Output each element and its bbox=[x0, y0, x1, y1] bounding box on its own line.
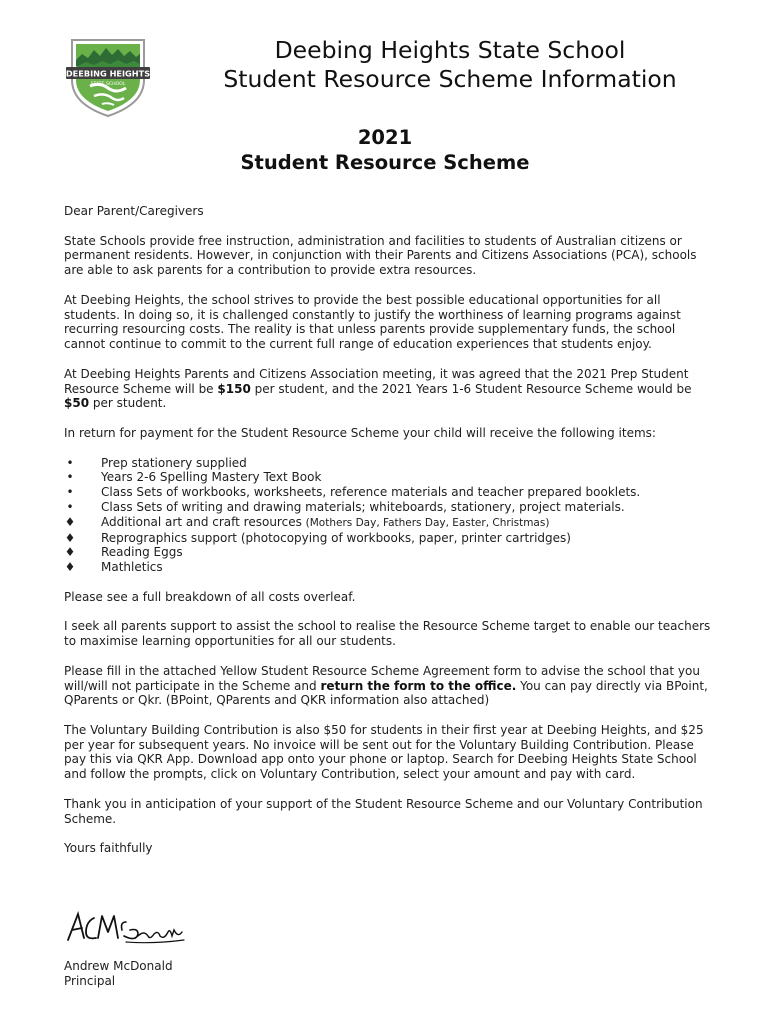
return-form-instruction: return the form to the office. bbox=[320, 678, 517, 693]
paragraph-costs: At Deebing Heights Parents and Citizens Association meeting, it was agreed that the 2021 Prep Student Resource Scheme will be $150 per student, and the 2021 Years 1-6 Student Resource Scheme would be $50 per student. bbox=[64, 366, 692, 411]
school-name: Deebing Heights State School bbox=[274, 36, 626, 64]
logo-banner-text: DEEBING HEIGHTS bbox=[65, 68, 151, 79]
list-item: • Class Sets of workbooks, worksheets, reference materials and teacher prepared booklets. bbox=[66, 485, 641, 500]
document-header bbox=[160, 36, 740, 94]
signer-title: Principal bbox=[64, 974, 116, 988]
list-item: ♦ Reading Eggs bbox=[64, 545, 183, 560]
closing: Yours faithfully bbox=[64, 841, 153, 856]
list-item: ♦ Mathletics bbox=[64, 560, 163, 575]
signatory bbox=[64, 959, 173, 989]
items-list bbox=[64, 456, 712, 575]
paragraph-support: I seek all parents support to assist the school to realise the Resource Scheme target to enable our teachers to maximise learning opportunities for all our students. bbox=[64, 619, 711, 649]
years-cost: $50 bbox=[64, 396, 90, 411]
list-item: ♦ Reprographics support (photocopying of workbooks, paper, printer cartridges) bbox=[64, 530, 571, 545]
list-item: ♦ Additional art and craft resources (Mothers Day, Fathers Day, Easter, Christmas) bbox=[64, 514, 550, 529]
item-note: (Mothers Day, Fathers Day, Easter, Christmas) bbox=[305, 516, 550, 529]
salutation: Dear Parent/Caregivers bbox=[64, 204, 204, 218]
letter-body bbox=[64, 204, 712, 871]
scheme-name: Student Resource Scheme bbox=[240, 151, 530, 174]
document-title: Student Resource Scheme Information bbox=[223, 65, 677, 93]
paragraph-opportunities: At Deebing Heights, the school strives to provide the best possible educational opportunities for all students. In doing so, it is challenged constantly to justify the worthiness of learning programs against recurring resourcing costs. The reality is that unless parents provide supplementary funds, the school cannot continue to commit to the current full range of education experiences that students enjoy. bbox=[64, 292, 681, 352]
list-item: • Class Sets of writing and drawing materials; whiteboards, stationery, project materials. bbox=[66, 499, 625, 514]
signer-name: Andrew McDonald bbox=[64, 959, 173, 973]
prep-cost: $150 bbox=[217, 381, 251, 396]
logo-subtext: STATE SCHOOL bbox=[90, 82, 126, 87]
scheme-year: 2021 bbox=[357, 126, 413, 149]
paragraph-form: Please fill in the attached Yellow Student Resource Scheme Agreement form to advise the school that you will/will not participate in the Scheme and return the form to the office. You can pay directly via BPoint, QParents or Qkr. (BPoint, QParents and QKR information also attached) bbox=[64, 663, 708, 708]
paragraph-thanks: Thank you in anticipation of your support of the Student Resource Scheme and our Voluntary Contribution Scheme. bbox=[64, 796, 703, 826]
list-item: • Years 2-6 Spelling Mastery Text Book bbox=[66, 470, 322, 485]
school-crest-icon bbox=[64, 36, 152, 118]
paragraph-overleaf: Please see a full breakdown of all costs overleaf. bbox=[64, 589, 356, 604]
signature-image bbox=[64, 908, 194, 950]
list-item: • Prep stationery supplied bbox=[66, 455, 247, 470]
paragraph-intro: State Schools provide free instruction, administration and facilities to students of Australian citizens or permanent residents. However, in conjunction with their Parents and Citizens Associations (PCA), schools are able to ask parents for a contribution to provide extra resources. bbox=[64, 233, 697, 278]
paragraph-building-contribution: The Voluntary Building Contribution is also $50 for students in their first year at Deebing Heights, and $25 per year for subsequent years. No invoice will be sent out for the Voluntary Building Contribution. Please pay this via QKR App. Download app onto your phone or laptop. Search for Deebing Heights State School and follow the prompts, click on Voluntary Contribution, select your amount and pay with card. bbox=[64, 722, 704, 782]
paragraph-items-intro: In return for payment for the Student Resource Scheme your child will receive the following items: bbox=[64, 425, 656, 440]
